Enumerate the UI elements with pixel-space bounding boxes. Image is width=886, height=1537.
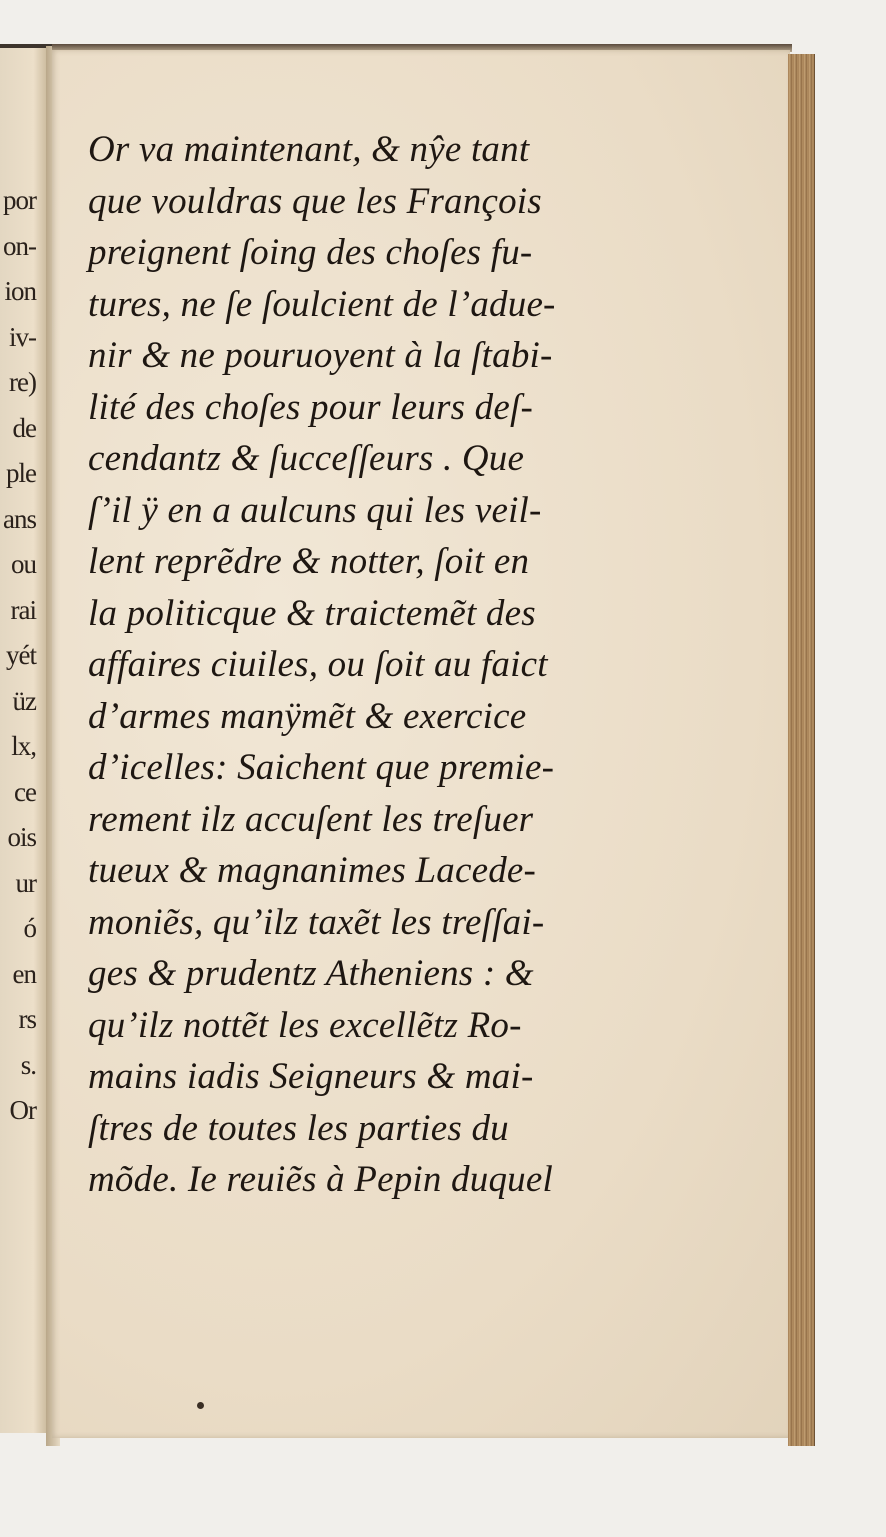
text-line: preignent ſoing des choſes fu- [88, 232, 533, 273]
left-page-fragment: ur [15, 867, 36, 898]
left-page-fragment: ans [3, 503, 36, 534]
left-page-fragment: en [12, 958, 36, 989]
text-line: cendantz & ſucceſſeurs . Que [88, 438, 525, 479]
page-edges [788, 54, 815, 1446]
left-page-fragment: ce [14, 776, 36, 807]
left-page-fragment: re) [9, 367, 36, 397]
text-line: rement ilz accuſent les treſuer [88, 798, 534, 840]
left-page-fragment: ion [4, 276, 36, 306]
text-line: mõde. Ie reuiẽs à Pepin duquel [88, 1159, 553, 1200]
left-page-fragment: üz [12, 685, 36, 716]
left-page-fragment: on- [3, 230, 36, 261]
left-page-fragment: s. [20, 1049, 36, 1080]
left-page-fragment: por [3, 185, 36, 215]
left-page-fragment: Or [9, 1095, 36, 1125]
left-page-fragment: ó [23, 913, 36, 943]
text-line: d’armes manÿmẽt & exercice [88, 695, 527, 737]
text-line: ſtres de toutes les parties du [88, 1107, 509, 1149]
text-line: tueux & magnanimes Lacede- [88, 850, 537, 891]
text-line: lité des choſes pour leurs deſ- [88, 386, 533, 428]
left-page-fragment: de [12, 412, 36, 443]
text-line: mains iadis Seigneurs & mai- [88, 1056, 534, 1097]
text-line: la politicque & traictemẽt des [88, 592, 536, 634]
left-page-fragment: yét [6, 640, 36, 670]
right-page-text [88, 124, 598, 1206]
text-line: que vouldras que les François [88, 180, 542, 222]
left-page-fragment: rs [18, 1004, 36, 1034]
text-line: Or va maintenant, & nŷe tant [88, 129, 530, 170]
left-page-fragment: lx, [11, 731, 36, 761]
left-page-fragment: rai [10, 594, 36, 625]
left-page-fragment: ois [7, 822, 36, 852]
text-line: nir & ne pouruoyent à la ſtabi- [88, 335, 553, 376]
left-page-text-fragments [3, 178, 36, 1134]
text-line: qu’ilz nottẽt les excellẽtz Ro- [88, 1004, 522, 1046]
text-line: d’icelles: Saichent que premie- [88, 747, 555, 788]
text-line: moniẽs, qu’ilz taxẽt les treſſai- [88, 901, 545, 943]
left-page [0, 48, 49, 1433]
left-page-fragment: ou [11, 549, 36, 579]
left-page-fragment: iv- [9, 321, 36, 352]
ink-dot-mark [197, 1402, 204, 1409]
text-line: ſ’il ÿ en a aulcuns qui les veil- [88, 489, 542, 531]
text-line: ges & prudentz Atheniens : & [88, 953, 534, 994]
text-line: affaires ciuiles, ou ſoit au faict [88, 644, 548, 685]
text-line: lent reprẽdre & notter, ſoit en [88, 541, 530, 582]
text-line: tures, ne ſe ſoulcient de l’adue- [88, 283, 556, 325]
left-page-fragment: ple [6, 458, 36, 488]
